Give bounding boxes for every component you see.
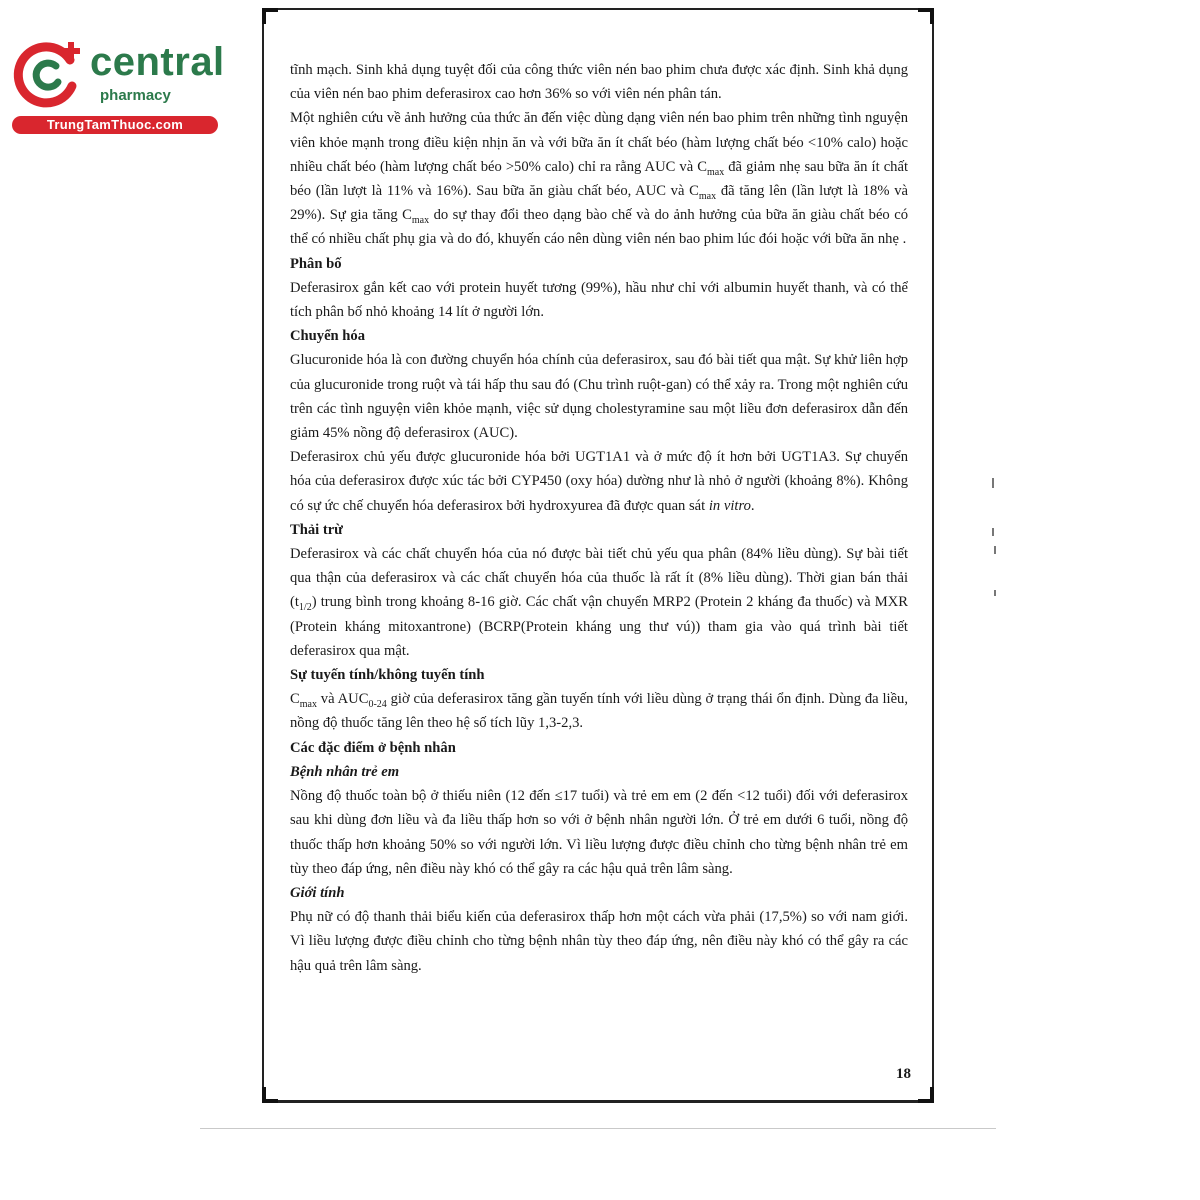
- section-heading-chuyen-hoa: Chuyển hóa: [290, 328, 366, 345]
- paragraph: Glucuronide hóa là con đường chuyển hóa chính của deferasirox, sau đó bài tiết qua mật. Sự khử liên hợp của glucuronide trong ruột và tái hấp thu sau đó (Chu trình ruột-gan) có thể xảy ra. Trong một nghiên cứu trên các tình nguyện viên khỏe mạnh, việc sử dụng cholestyramine sau một liều đơn deferasirox dẫn đến giảm 45% nồng độ deferasirox (AUC).: [290, 352, 908, 442]
- paragraph: Deferasirox và các chất chuyển hóa của nó được bài tiết chủ yếu qua phân (84% liều dùng). Sự bài tiết qua thận của deferasirox và các chất chuyển hóa của thuốc là rất ít (8% liều dùng). Thời gian bán thải $(t_{1/2})$ trung bình trong khoảng 8-16 giờ. Các chất vận chuyển MRP2 (Protein 2 kháng đa thuốc) và MXR (Protein kháng mitoxantrone) (BCRP(Protein kháng ung thư vú)) tham gia vào quá trình bài tiết deferasirox qua mật.: [290, 546, 908, 659]
- corner-mark: [918, 8, 934, 24]
- paragraph: $C_{max}$ và $AUC_{0-24}$ giờ của deferasirox tăng gần tuyến tính với liều dùng ở trạng thái ổn định. Dùng đa liều, nồng độ thuốc tăng lên theo hệ số tích lũy 1,3-2,3.: [290, 691, 908, 732]
- document-body: [290, 58, 908, 978]
- section-heading-dac-diem: Các đặc điểm ở bệnh nhân: [290, 739, 456, 756]
- pharmacy-cross-icon: [12, 38, 84, 110]
- paragraph: tĩnh mạch. Sinh khả dụng tuyệt đối của công thức viên nén bao phim chưa được xác định. Sinh khả dụng của viên nén bao phim deferasirox cao hơn 36% so với viên nén phân tán.: [290, 62, 908, 103]
- page-number: 18: [896, 1066, 911, 1082]
- logo-website: TrungTamThuoc.com: [12, 116, 218, 134]
- section-heading-thai-tru: Thải trừ: [290, 521, 343, 538]
- subsection-heading-gioi-tinh: Giới tính: [290, 884, 345, 901]
- section-heading-phan-bo: Phân bố: [290, 255, 342, 272]
- paragraph: Một nghiên cứu về ảnh hưởng của thức ăn đến việc dùng dạng viên nén bao phim trên những tình nguyện viên khỏe mạnh trong điều kiện nhịn ăn và với bữa ăn ít chất béo (hàm lượng chất béo <10% calo) hoặc nhiều chất béo (hàm lượng chất béo >50% calo) chỉ ra rằng AUC và $C_{max}$ đã giảm nhẹ sau bữa ăn ít chất béo (lần lượt là 11% và 16%). Sau bữa ăn giàu chất béo, AUC và $C_{max}$ đã tăng lên (lần lượt là 18% và 29%). Sự gia tăng $C_{max}$ do sự thay đổi theo dạng bào chế và do ảnh hưởng của bữa ăn giàu chất béo có thể có nhiều chất phụ gia và do đó, khuyến cáo nên dùng viên nén bao phim lúc đói hoặc với bữa ăn nhẹ .: [290, 110, 908, 248]
- logo-name: central: [90, 40, 225, 84]
- scan-mark: [992, 528, 994, 536]
- scan-mark: [994, 590, 996, 596]
- logo-subtitle: pharmacy: [100, 87, 171, 104]
- paragraph: Deferasirox gắn kết cao với protein huyết tương (99%), hầu như chỉ với albumin huyết thanh, và có thể tích phân bố nhỏ khoảng 14 lít ở người lớn.: [290, 279, 908, 321]
- section-heading-tuyen-tinh: Sự tuyến tính/không tuyến tính: [290, 667, 485, 684]
- scan-edge-line: [200, 1128, 996, 1129]
- paragraph: Nồng độ thuốc toàn bộ ở thiếu niên (12 đến ≤17 tuổi) và trẻ em em (2 đến <12 tuổi) đối với deferasirox sau khi dùng đơn liều và đa liều thấp hơn so với ở bệnh nhân người lớn. Ở trẻ em dưới 6 tuổi, nồng độ thuốc thấp hơn khoảng 50% so với người lớn. Vì liều lượng được điều chỉnh cho từng bệnh nhân trẻ em tùy theo đáp ứng, nên điều này khó có thể gây ra các hậu quả trên lâm sàng.: [290, 788, 908, 877]
- corner-mark: [262, 1087, 278, 1103]
- subsection-heading-tre-em: Bệnh nhân trẻ em: [290, 763, 400, 780]
- paragraph: Phụ nữ có độ thanh thải biểu kiến của deferasirox thấp hơn một cách vừa phải (17,5%) so với nam giới. Vì liều lượng được điều chỉnh cho từng bệnh nhân tùy theo đáp ứng, nên điều này khó có thể gây ra các hậu quả trên lâm sàng.: [290, 909, 908, 974]
- scan-mark: [994, 546, 996, 554]
- scan-mark: [992, 478, 994, 488]
- central-pharmacy-logo[interactable]: [10, 38, 225, 138]
- corner-mark: [918, 1087, 934, 1103]
- corner-mark: [262, 8, 278, 24]
- paragraph: Deferasirox chủ yếu được glucuronide hóa bởi UGT1A1 và ở mức độ ít hơn bởi UGT1A3. Sự chuyển hóa của deferasirox được xúc tác bởi CYP450 (oxy hóa) dường như là nhỏ ở người (khoảng 8%). Không có sự ức chế chuyển hóa deferasirox bởi hydroxyurea đã được quan sát in vitro.: [290, 449, 908, 514]
